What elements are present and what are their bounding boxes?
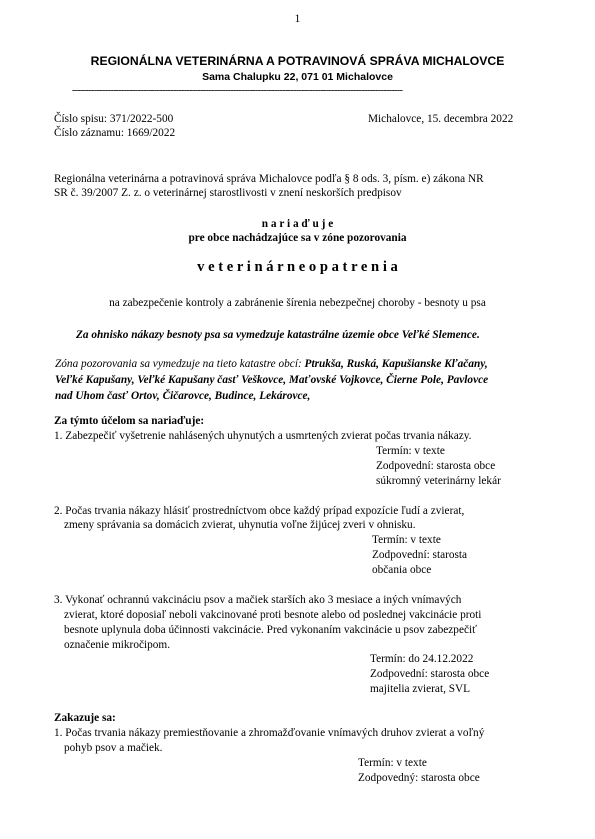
- file-number: Číslo spisu: 371/2022-500: [54, 113, 174, 125]
- order-section-heading: Za týmto účelom sa nariaďuje:: [54, 415, 205, 427]
- page-number: 1: [294, 13, 301, 25]
- order-item-2-responsible-2: občania obce: [372, 564, 432, 576]
- prohibit-item-1-line-1: 1. Počas trvania nákazy premiestňovanie a zhromažďovanie vnímavých druhov zvierat a voľný: [54, 727, 485, 739]
- order-item-2-deadline: Termín: v texte: [372, 534, 441, 546]
- order-item-3-line-3: besnote uplynula doba účinnosti vakcinácie. Pred vykonaním vakcinácie u psov zabezpečiť: [64, 624, 477, 636]
- order-item-2-line-1: 2. Počas trvania nákazy hlásiť prostredníctvom obce každý prípad expozície ľudí a zvierat,: [54, 505, 465, 517]
- orders-heading: n a r i a ď u j e: [261, 218, 334, 230]
- zone-line-2: Veľké Kapušany, Veľké Kapušany časť Veškovce, Maťovské Vojkovce, Čierne Pole, Pavlovce: [55, 374, 489, 386]
- organization-address: Sama Chalupku 22, 071 01 Michalovce: [202, 71, 393, 83]
- prohibit-item-1-responsible: Zodpovedný: starosta obce: [358, 772, 480, 784]
- order-item-2-line-2: zmeny správania sa domácich zvierat, uhynutia voľne žijúcej zveri v ohnisku.: [64, 519, 416, 531]
- order-item-3-responsible: Zodpovední: starosta obce: [370, 668, 490, 680]
- order-item-1-deadline: Termín: v texte: [376, 445, 445, 457]
- order-item-1-responsible: Zodpovední: starosta obce: [376, 460, 496, 472]
- outbreak-focus: Za ohnisko nákazy besnoty psa sa vymedzuje katastrálne územie obce Veľké Slemence.: [76, 329, 480, 341]
- purpose-line: na zabezpečenie kontroly a zabránenie šírenia nebezpečnej choroby - besnoty u psa: [109, 297, 486, 309]
- zone-line-3: nad Uhom časť Ortov, Čičarovce, Budince, Lekárovce,: [55, 390, 311, 402]
- place-date: Michalovce, 15. decembra 2022: [368, 113, 514, 125]
- order-item-3-deadline: Termín: do 24.12.2022: [370, 653, 474, 665]
- zone-intro: Zóna pozorovania sa vymedzuje na tieto katastre obcí:: [55, 358, 305, 370]
- intro-line-1: Regionálna veterinárna a potravinová správa Michalovce podľa § 8 ods. 3, písm. e) zákona NR: [54, 173, 484, 185]
- order-item-1-line-1: 1. Zabezpečiť vyšetrenie nahlásených uhynutých a usmrtených zvierat počas trvania nákazy.: [54, 430, 472, 442]
- order-item-3-line-1: 3. Vykonať ochrannú vakcináciu psov a mačiek starších ako 3 mesiace a iných vnímavých: [54, 594, 462, 606]
- zone-line-1: [55, 358, 488, 370]
- order-item-2-responsible: Zodpovední: starosta: [372, 549, 468, 561]
- record-number: Číslo záznamu: 1669/2022: [54, 127, 176, 139]
- scope-heading: pre obce nachádzajúce sa v zóne pozorovania: [188, 232, 407, 244]
- organization-name: REGIONÁLNA VETERINÁRNA A POTRAVINOVÁ SPRÁVA MICHALOVCE: [90, 54, 505, 68]
- order-item-3-line-4: označenie mikročipom.: [64, 639, 171, 651]
- order-item-3-responsible-2: majitelia zvierat, SVL: [370, 683, 471, 695]
- prohibit-section-heading: Zakazuje sa:: [54, 712, 116, 724]
- order-item-1-responsible-2: súkromný veterinárny lekár: [376, 475, 501, 487]
- zone-municipalities-1: Ptrukša, Ruská, Kapušianske Kľačany,: [304, 358, 488, 370]
- prohibit-item-1-deadline: Termín: v texte: [358, 757, 427, 769]
- intro-line-2: SR č. 39/2007 Z. z. o veterinárnej starostlivosti v znení neskorších predpisov: [54, 187, 402, 199]
- order-item-3-line-2: zvierat, ktoré doposiaľ neboli vakcinované proti besnote alebo od poslednej vakcinácie proti: [64, 609, 482, 621]
- prohibit-item-1-line-2: pohyb psov a mačiek.: [64, 742, 163, 754]
- measures-title: v e t e r i n á r n e o p a t r e n i a: [197, 259, 398, 275]
- header-rule: -------------------------------------------------------------------------------------------------------------------------: [72, 85, 403, 96]
